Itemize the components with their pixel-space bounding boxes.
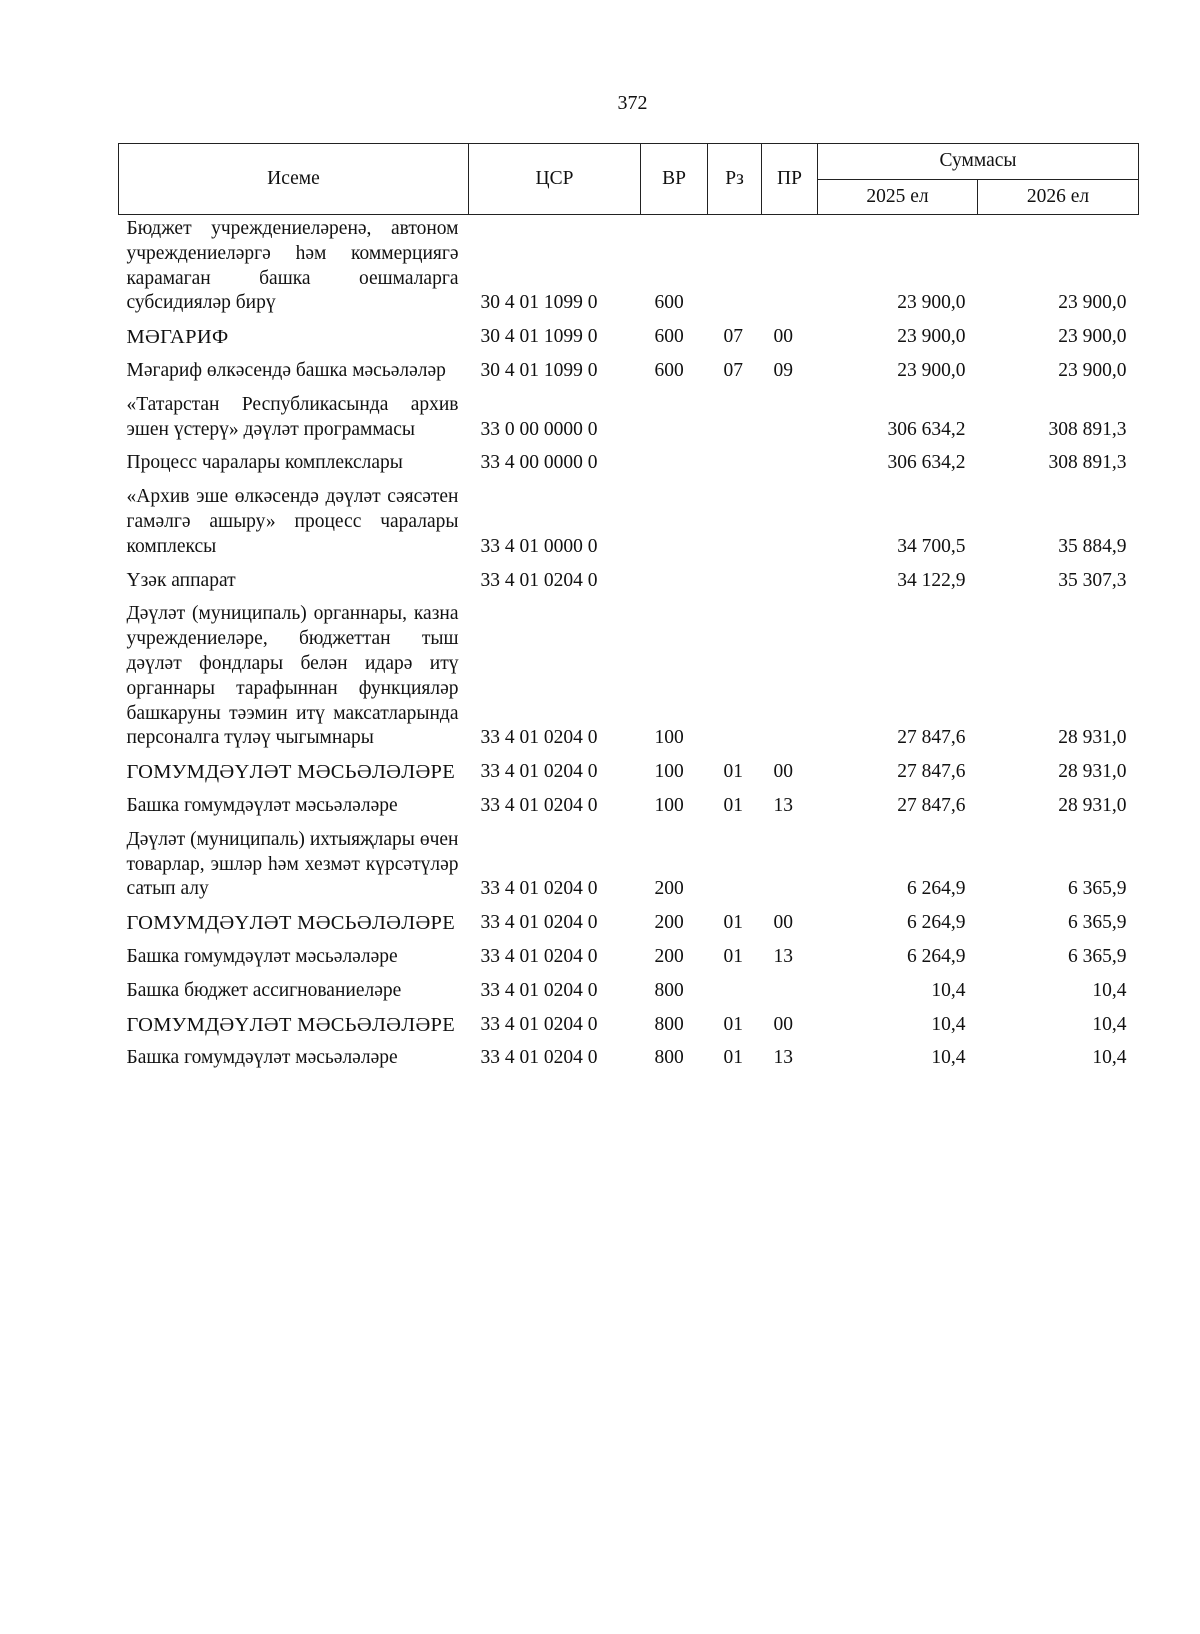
row-sum-2025: 10,4 bbox=[931, 979, 966, 1001]
table-row bbox=[119, 594, 1139, 752]
table-row bbox=[119, 1005, 1139, 1039]
row-rz bbox=[708, 477, 762, 560]
row-sum-2026: 35 307,3 bbox=[1058, 569, 1127, 591]
row-sum-2026: 23 900,0 bbox=[1058, 326, 1127, 348]
row-sum-2026: 6 365,9 bbox=[1068, 945, 1127, 967]
header-year-2025: 2025 ел bbox=[818, 179, 978, 215]
table-row bbox=[119, 971, 1139, 1005]
row-pr: 13 bbox=[773, 945, 793, 967]
header-name: Исеме bbox=[119, 144, 469, 215]
row-vr bbox=[641, 443, 708, 477]
row-sum-2026: 308 891,3 bbox=[1048, 452, 1127, 474]
row-sum-2025: 306 634,2 bbox=[887, 452, 966, 474]
row-name: ГОМУМДӘҮЛӘТ МӘСЬӘЛӘЛӘРЕ bbox=[126, 761, 456, 784]
row-vr: 100 bbox=[654, 761, 684, 783]
row-pr: 00 bbox=[773, 912, 793, 934]
row-vr: 600 bbox=[654, 292, 684, 314]
row-rz bbox=[708, 971, 762, 1005]
row-sum-2025: 34 700,5 bbox=[897, 535, 966, 557]
row-sum-2025: 27 847,6 bbox=[897, 794, 966, 816]
row-rz bbox=[708, 215, 762, 318]
row-sum-2026: 10,4 bbox=[1092, 1013, 1127, 1035]
row-sum-2025: 6 264,9 bbox=[907, 912, 966, 934]
row-vr: 200 bbox=[654, 912, 684, 934]
row-pr bbox=[762, 385, 818, 444]
row-vr: 800 bbox=[654, 1013, 684, 1035]
table-row bbox=[119, 903, 1139, 937]
row-name: Башка бюджет ассигнованиеләре bbox=[126, 979, 402, 1001]
table-row bbox=[119, 443, 1139, 477]
row-vr bbox=[641, 561, 708, 595]
row-pr bbox=[762, 820, 818, 903]
row-csr: 33 4 01 0204 0 bbox=[480, 761, 598, 783]
row-pr: 13 bbox=[773, 1047, 793, 1069]
row-name: ГОМУМДӘҮЛӘТ МӘСЬӘЛӘЛӘРЕ bbox=[126, 1013, 456, 1036]
row-pr bbox=[762, 477, 818, 560]
row-csr: 33 4 01 0204 0 bbox=[480, 794, 598, 816]
row-name: Үзәк аппарат bbox=[126, 569, 236, 591]
row-csr: 30 4 01 1099 0 bbox=[480, 292, 598, 314]
row-csr: 33 4 00 0000 0 bbox=[480, 452, 598, 474]
row-csr: 33 4 01 0204 0 bbox=[480, 1047, 598, 1069]
row-rz: 07 bbox=[723, 359, 743, 381]
table-row bbox=[119, 786, 1139, 820]
table-row bbox=[119, 317, 1139, 351]
table-row bbox=[119, 351, 1139, 385]
row-sum-2025: 10,4 bbox=[931, 1047, 966, 1069]
header-pr: ПР bbox=[762, 144, 818, 215]
row-sum-2025: 6 264,9 bbox=[907, 945, 966, 967]
row-vr: 800 bbox=[654, 979, 684, 1001]
header-sums: Суммасы bbox=[818, 144, 1139, 180]
row-csr: 30 4 01 1099 0 bbox=[480, 326, 598, 348]
row-csr: 33 0 00 0000 0 bbox=[480, 418, 598, 440]
table-row bbox=[119, 385, 1139, 444]
page-number: 372 bbox=[617, 92, 648, 114]
row-sum-2025: 23 900,0 bbox=[897, 326, 966, 348]
row-vr: 100 bbox=[654, 727, 684, 749]
row-name: Башка гомумдәүләт мәсьәләләре bbox=[126, 945, 398, 967]
row-csr: 30 4 01 1099 0 bbox=[480, 359, 598, 381]
row-name: Башка гомумдәүләт мәсьәләләре bbox=[126, 1047, 398, 1069]
row-sum-2026: 35 884,9 bbox=[1058, 535, 1127, 557]
row-rz: 01 bbox=[723, 1047, 743, 1069]
row-sum-2026: 28 931,0 bbox=[1058, 727, 1127, 749]
row-csr: 33 4 01 0204 0 bbox=[480, 878, 598, 900]
row-rz bbox=[708, 443, 762, 477]
row-name: МӘГАРИФ bbox=[126, 326, 229, 349]
row-vr bbox=[641, 385, 708, 444]
row-rz: 01 bbox=[723, 1013, 743, 1035]
row-name: Мәгариф өлкәсендә башка мәсьәләләр bbox=[126, 359, 446, 381]
row-rz: 01 bbox=[723, 945, 743, 967]
table-row bbox=[119, 820, 1139, 903]
table-body bbox=[119, 215, 1139, 1073]
header-vr: ВР bbox=[641, 144, 708, 215]
row-vr bbox=[641, 477, 708, 560]
row-vr: 200 bbox=[654, 945, 684, 967]
row-vr: 100 bbox=[654, 794, 684, 816]
row-pr: 00 bbox=[773, 761, 793, 783]
row-sum-2026: 10,4 bbox=[1092, 1047, 1127, 1069]
row-sum-2025: 34 122,9 bbox=[897, 569, 966, 591]
row-pr: 13 bbox=[773, 794, 793, 816]
row-pr bbox=[762, 594, 818, 752]
row-name: «Архив эше өлкәсендә дәүләт сәясәтен гамәлгә ашыру» процесс чаралары комплексы bbox=[126, 486, 459, 557]
row-csr: 33 4 01 0204 0 bbox=[480, 1013, 598, 1035]
row-sum-2025: 27 847,6 bbox=[897, 761, 966, 783]
row-pr bbox=[762, 443, 818, 477]
header-year-2026: 2026 ел bbox=[978, 179, 1139, 215]
header-csr: ЦСР bbox=[469, 144, 641, 215]
row-sum-2025: 23 900,0 bbox=[897, 292, 966, 314]
row-csr: 33 4 01 0000 0 bbox=[480, 535, 598, 557]
row-name: Дәүләт (муниципаль) ихтыяҗлары өчен товарлар, эшләр һәм хезмәт күрсәтүләр сатып алу bbox=[126, 828, 459, 900]
row-rz bbox=[708, 820, 762, 903]
row-sum-2025: 306 634,2 bbox=[887, 418, 966, 440]
row-sum-2026: 28 931,0 bbox=[1058, 761, 1127, 783]
row-sum-2026: 23 900,0 bbox=[1058, 292, 1127, 314]
row-rz: 07 bbox=[723, 326, 743, 348]
budget-table bbox=[118, 143, 1139, 1072]
row-csr: 33 4 01 0204 0 bbox=[480, 945, 598, 967]
row-sum-2026: 10,4 bbox=[1092, 979, 1127, 1001]
row-rz bbox=[708, 385, 762, 444]
row-csr: 33 4 01 0204 0 bbox=[480, 569, 598, 591]
row-pr bbox=[762, 561, 818, 595]
row-name: «Татарстан Республикасында архив эшен үстерү» дәүләт программасы bbox=[126, 393, 459, 440]
row-name: ГОМУМДӘҮЛӘТ МӘСЬӘЛӘЛӘРЕ bbox=[126, 912, 456, 935]
row-vr: 800 bbox=[654, 1047, 684, 1069]
row-sum-2026: 6 365,9 bbox=[1068, 912, 1127, 934]
row-pr bbox=[762, 215, 818, 318]
row-csr: 33 4 01 0204 0 bbox=[480, 912, 598, 934]
table-row bbox=[119, 215, 1139, 318]
row-pr: 00 bbox=[773, 326, 793, 348]
row-pr bbox=[762, 971, 818, 1005]
row-csr: 33 4 01 0204 0 bbox=[480, 979, 598, 1001]
row-sum-2025: 10,4 bbox=[931, 1013, 966, 1035]
row-rz bbox=[708, 561, 762, 595]
row-sum-2025: 27 847,6 bbox=[897, 727, 966, 749]
row-name: Дәүләт (муниципаль) органнары, казна учреждениеләре, бюджеттан тыш дәүләт фондлары белән идарә итү органнары тарафыннан функцияләр башкаруны тәэмин итү максатларында персоналга түләү чыгымнары bbox=[126, 603, 459, 749]
row-name: Бюджет учреждениеләренә, автоном учреждениеләргә һәм коммерциягә карамаган башка оешмаларга субсидияләр бирү bbox=[126, 218, 459, 314]
row-sum-2025: 6 264,9 bbox=[907, 878, 966, 900]
row-name: Процесс чаралары комплекслары bbox=[126, 452, 403, 474]
row-rz: 01 bbox=[723, 794, 743, 816]
table-row bbox=[119, 937, 1139, 971]
table-row bbox=[119, 1038, 1139, 1072]
row-vr: 600 bbox=[654, 359, 684, 381]
row-sum-2026: 23 900,0 bbox=[1058, 359, 1127, 381]
row-vr: 600 bbox=[654, 326, 684, 348]
row-pr: 00 bbox=[773, 1013, 793, 1035]
table-row bbox=[119, 561, 1139, 595]
row-sum-2025: 23 900,0 bbox=[897, 359, 966, 381]
row-rz: 01 bbox=[723, 761, 743, 783]
row-pr: 09 bbox=[773, 359, 793, 381]
header-rz: Рз bbox=[708, 144, 762, 215]
row-csr: 33 4 01 0204 0 bbox=[480, 727, 598, 749]
row-vr: 200 bbox=[654, 878, 684, 900]
row-rz bbox=[708, 594, 762, 752]
row-sum-2026: 308 891,3 bbox=[1048, 418, 1127, 440]
row-sum-2026: 6 365,9 bbox=[1068, 878, 1127, 900]
row-rz: 01 bbox=[723, 912, 743, 934]
row-name: Башка гомумдәүләт мәсьәләләре bbox=[126, 794, 398, 816]
table-row bbox=[119, 752, 1139, 786]
row-sum-2026: 28 931,0 bbox=[1058, 794, 1127, 816]
table-row bbox=[119, 477, 1139, 560]
